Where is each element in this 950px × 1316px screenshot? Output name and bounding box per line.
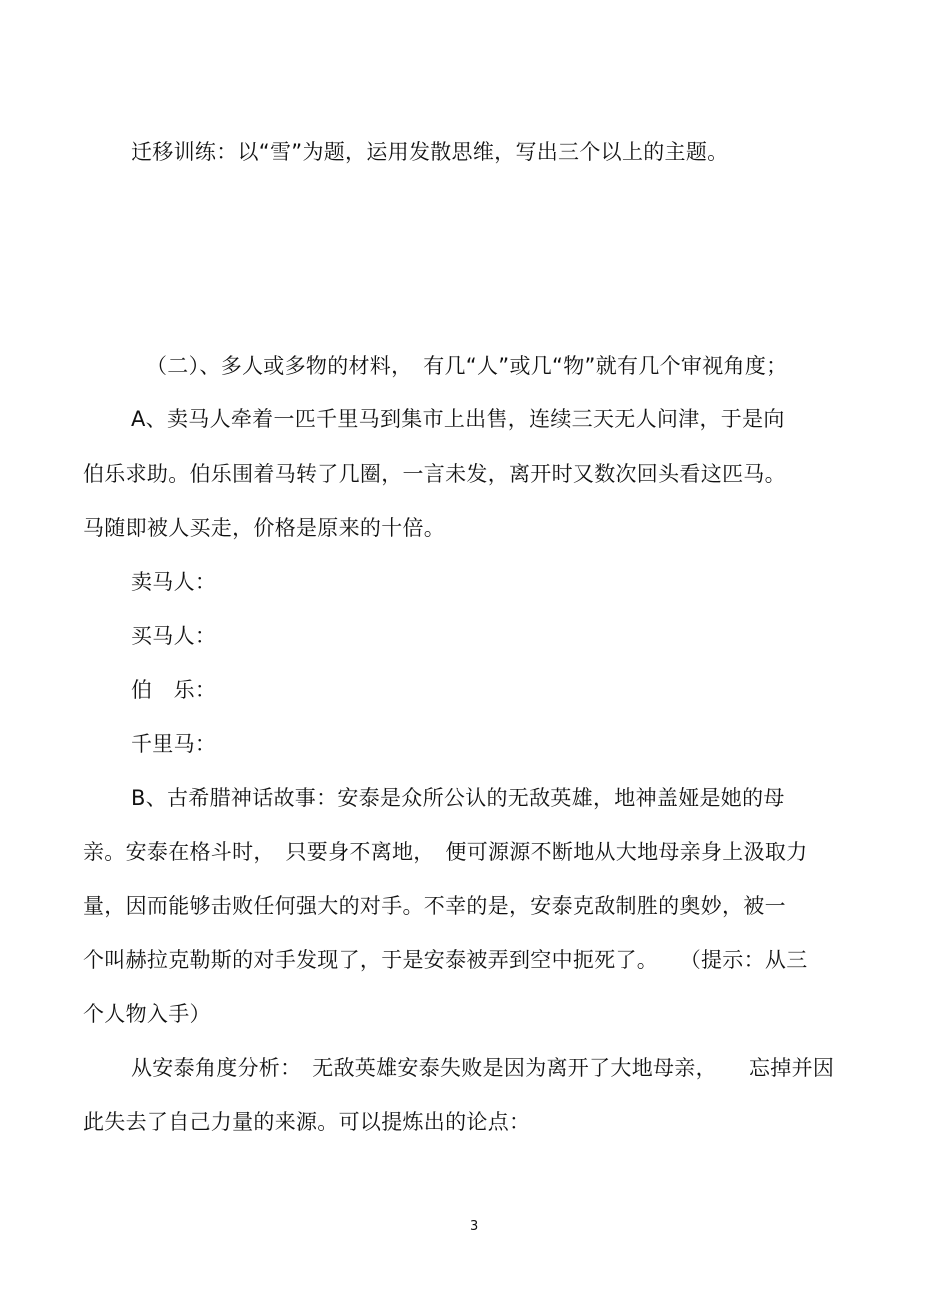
transfer-training-text: 迁移训练：以“雪”为题，运用发散思维，写出三个以上的主题。 [131, 140, 729, 164]
material-a-line-3: 马随即被人买走，价格是原来的十倍。 [83, 516, 446, 540]
prompt-bole: 伯 乐： [131, 678, 217, 702]
analysis-line-1: 从安泰角度分析： 无敌英雄安泰失败是因为离开了大地母亲， 忘掉并因 [131, 1056, 835, 1080]
page-number: 3 [470, 1219, 479, 1234]
material-b-line-5: 个人物入手） [83, 1002, 211, 1026]
material-a-line-2: 伯乐求助。伯乐围着马转了几圈，一言未发，离开时又数次回头看这匹马。 [83, 462, 786, 486]
material-b-line-4: 个叫赫拉克勒斯的对手发现了，于是安泰被弄到空中扼死了。 （提示：从三 [83, 948, 808, 972]
prompt-horse-seller: 卖马人： [131, 570, 217, 594]
prompt-fine-horse: 千里马： [131, 732, 217, 756]
material-a-line-1: A、卖马人牵着一匹千里马到集市上出售，连续三天无人问津，于是向 [131, 407, 785, 431]
material-b-line-1: B、古希腊神话故事：安泰是众所公认的无敌英雄，地神盖娅是她的母 [131, 786, 785, 810]
section-heading: （二）、多人或多物的材料， 有几“人”或几“物”就有几个审视角度； [146, 354, 788, 378]
analysis-line-2: 此失去了自己力量的来源。可以提炼出的论点： [83, 1110, 531, 1134]
material-b-line-3: 量，因而能够击败任何强大的对手。不幸的是，安泰克敌制胜的奥妙，被一 [83, 894, 786, 918]
material-b-line-2: 亲。安泰在格斗时， 只要身不离地， 便可源源不断地从大地母亲身上汲取力 [83, 840, 808, 864]
prompt-horse-buyer: 买马人： [131, 624, 217, 648]
